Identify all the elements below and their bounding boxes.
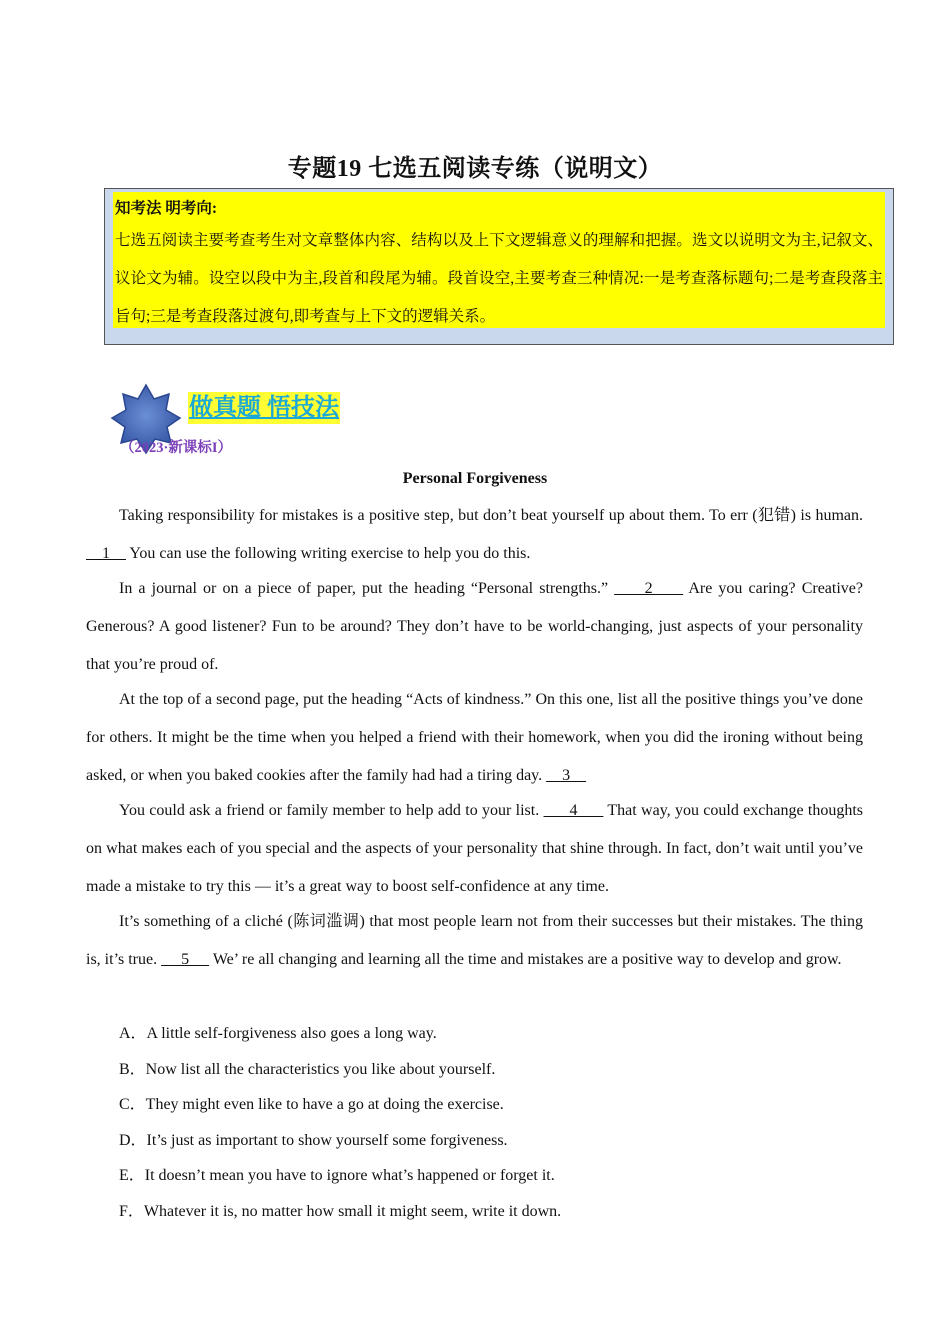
paragraph-1 <box>86 497 863 573</box>
section-label: 做真题 悟技法 <box>188 392 340 424</box>
option-d: D．It’s just as important to show yourself some forgiveness. <box>119 1131 508 1149</box>
exam-focus-highlight <box>113 192 885 328</box>
source-label: （2023·新课标I） <box>120 440 232 456</box>
blank-3: 3 <box>546 767 587 784</box>
paragraph-5-text-b: We’ re all changing and learning all the time and mistakes are a positive way to develop and grow. <box>209 951 842 968</box>
paragraph-2-text-b: Are you caring? Creative? Generous? A good listener? Fun to be around? They don’t have to be world-changing, just aspects of your personality that you’re proud of. <box>86 580 863 673</box>
option-e: E．It doesn’t mean you have to ignore what’s happened or forget it. <box>119 1167 555 1184</box>
option-a: A．A little self-forgiveness also goes a long way. <box>119 1025 437 1042</box>
exam-focus-heading: 知考法 明考向: <box>115 200 218 217</box>
paragraph-4 <box>86 792 863 906</box>
exam-focus-box <box>104 188 894 345</box>
paragraph-1-text-b: You can use the following writing exercise to help you do this. <box>126 545 531 562</box>
paragraph-3-text-a: At the top of a second page, put the heading “Acts of kindness.” On this one, list all the positive things you’ve done for others. It might be the time when you helped a friend with their homework, when you did the ironing without being asked, or when you baked cookies after the family had had a tiring day. <box>86 691 863 784</box>
paragraph-1-text-a: Taking responsibility for mistakes is a positive step, but don’t beat yourself up about them. To err (犯错) is human. <box>119 507 863 524</box>
blank-4: 4 <box>543 802 604 819</box>
paragraph-4-text-a: You could ask a friend or family member to help add to your list. <box>119 802 544 819</box>
paragraph-5-text-a: It’s something of a cliché (陈词滥调) that most people learn not from their successes but their mistakes. The thing is, it’s true. <box>86 913 863 968</box>
options-list <box>119 1016 561 1229</box>
option-b: B．Now list all the characteristics you like about yourself. <box>119 1060 496 1078</box>
paragraph-2 <box>86 570 863 684</box>
paragraph-5 <box>86 903 863 979</box>
passage-title: Personal Forgiveness <box>402 470 548 487</box>
blank-5: 5 <box>161 951 210 968</box>
option-c: C．They might even like to have a go at doing the exercise. <box>119 1096 504 1113</box>
blank-2: 2 <box>614 580 684 597</box>
option-f: F．Whatever it is, no matter how small it might seem, write it down. <box>119 1202 562 1220</box>
paragraph-4-text-b: That way, you could exchange thoughts on what makes each of you special and the aspects of your personality that shine through. In fact, don’t wait until you’ve made a mistake to try this — it’s a great way to boost self-confidence at any time. <box>86 802 864 895</box>
page-title: 专题19 七选五阅读专练（说明文） <box>287 156 663 182</box>
paragraph-3 <box>86 681 863 795</box>
paragraph-2-text-a: In a journal or on a piece of paper, put the heading “Personal strengths.” <box>119 580 615 597</box>
blank-1: 1 <box>86 545 126 562</box>
passage <box>86 497 863 979</box>
exam-focus-body: 七选五阅读主要考查考生对文章整体内容、结构以及上下文逻辑意义的理解和把握。选文以说明文为主,记叙文、议论文为辅。设空以段中为主,段首和段尾为辅。段首设空,主要考查三种情况:一是考查落标题句;二是考查段落主旨句;三是考查段落过渡句,即考查与上下文的逻辑关系。 <box>115 232 883 325</box>
